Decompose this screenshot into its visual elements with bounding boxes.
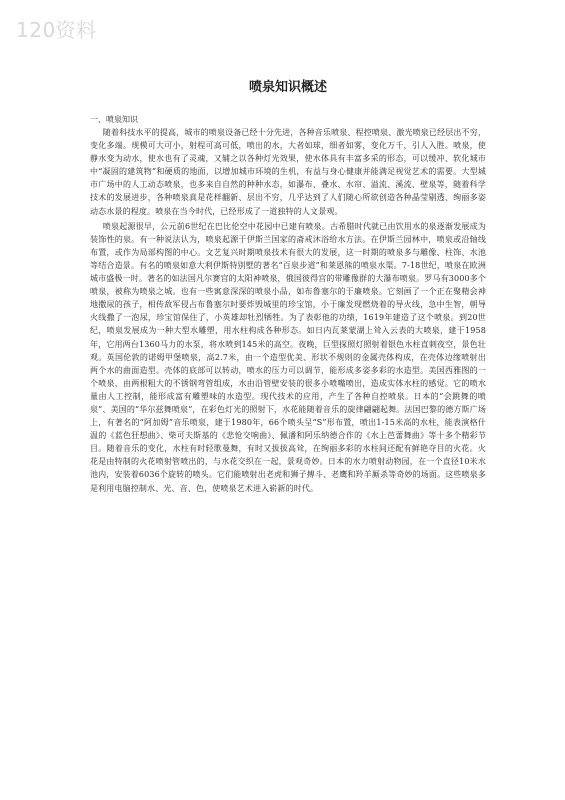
page-title: 喷泉知识概述 xyxy=(248,80,327,95)
watermark-logo: 120资料 xyxy=(16,18,97,42)
paragraph-2: 喷泉起源很早，公元前6世纪在巴比伦空中花园中已建有喷泉。古希腊时代就已由饮用水的泉逐渐发展成为装饰性的泉。有一种说法认为，喷泉起源于伊斯兰国家的斋戒沐浴给水方法。在伊斯兰园林中，喷泉或沿轴线布置，或作为局部构图的中心。文艺复兴时期喷泉技术有很大的发展，这一时期的喷泉多与雕像、柱饰、水池等结合造景。有名的喷泉如意大利伊斯特别墅的著名“百泉步道”和莱恩熊的喷泉水渠。7-18世纪，喷泉在欧洲城市盛极一时。著名的如法国凡尔赛宫的太阳神喷泉，俄国彼得宫的带雕像群的大瀑布喷泉。罗马有3000多个喷泉，被称为喷泉之城。也有一些寓意深深的喷泉小品，如布鲁塞尔的于廉喷泉。它刻画了一个正在聚精会神地撒尿的孩子，相传敌军侵占布鲁塞尔时要炸毁城里的珍宝馆，小于廉发现燃烧着的导火线，急中生智，朝导火线撒了一泡尿，珍宝馆保住了，小英雄却牡烈牺牲。为了表彰他的功绩，1619年建造了这个喷泉。到20世纪，喷泉发展成为一种大型水雕塑，用水柱构成各种形态。如日内瓦莱蒙湖上耸入云表的大喷泉，建于1958年，它用两台1360马力的水泵，将水喷到145米的高空。夜晚，巨型探照灯照射着银色水柱直刺夜空，景色壮观。英国伦敦的诺姆甲堡喷泉，高2.7米，由一个造型优美、形状不规则的金属壳体构成，在壳体边缘喷射出两个水的曲面造型。壳体的底部可以转动，喷水的压力可以调节，能形成多姿多彩的水造型。美国西雅图的一个喷泉，由两根粗大的不锈钢弯管组成，水由沿管壁安装的很多小喷嘴喷出，造成实体水柱的感觉。它的喷水量由人工控制，能形成富有雕塑味的水造型。现代技术的应用，产生了各种自控喷泉。日本的“会跳舞的喷泉”、美国的“华尔兹舞喷泉”，在彩色灯光的照射下，水花能随着音乐的旋律翩翩起舞。法国巴黎的德方斯广场上，有著名的“阿加姆”音乐喷泉，建于1980年，66个喷头呈“S”形布置，喷出1-15米高的水柱，能表演格什温的《蓝色狂想曲》、柴可夫斯基的《悲怆交响曲》、佩潘和阿乐纳德合作的《水上芭蕾舞曲》等十多个精彩节目。随着音乐的变化，水柱有时轻歌曼舞，有时又拔拔高耸，在绚丽多彩的水柱间还配有鲜艳夺目的火花。火花是由特制的火花喷射管喷出的，与水花交织在一起，景观奇妙。日本的水力喷射动物园，在一个直径10米水池内，安装着6036个旋转的喷头。它们能喷射出老虎和狮子搏斗、老鹰和羚羊厮杀等奇妙的场面。这些喷泉多是利用电脑控制水、光、音、色，使喷泉艺术进入崭新的时代。 xyxy=(90,221,486,493)
document-page xyxy=(90,70,486,495)
paragraph-1: 随着科技水平的提高，城市的喷泉设备已经十分先进，各种音乐喷泉、程控喷泉、激光喷泉已经层出不穷，变化多端。规模可大可小，射程可高可低，喷出的水，大者如球，细者如雾，变化万千，引人入胜。喷泉，使静水变为动水，使水也有了灵魂，又辅之以各种灯光效果，使水体具有丰富多采的形态，可以缓冲、软化城市中“凝固的建筑物”和硬质的地面，以增加城市环境的生机，有益与身心健康并能满足视觉艺术的需要。大型城市广场中的人工动态喷泉，也多来自自然的种种水态，如瀑布、叠水、水帘、溢流、溪流、壁泉等，随着科学技术的发展进步，各种喷泉真是花样翻新、层出不穷，几乎达到了人们随心所欲创造各种晶莹剔透、绚丽多姿动态水景的程度。喷泉在当今时代，已经形成了一道独特的人文景观。 xyxy=(90,128,486,216)
section-heading: 一、喷泉知识 xyxy=(90,115,138,124)
